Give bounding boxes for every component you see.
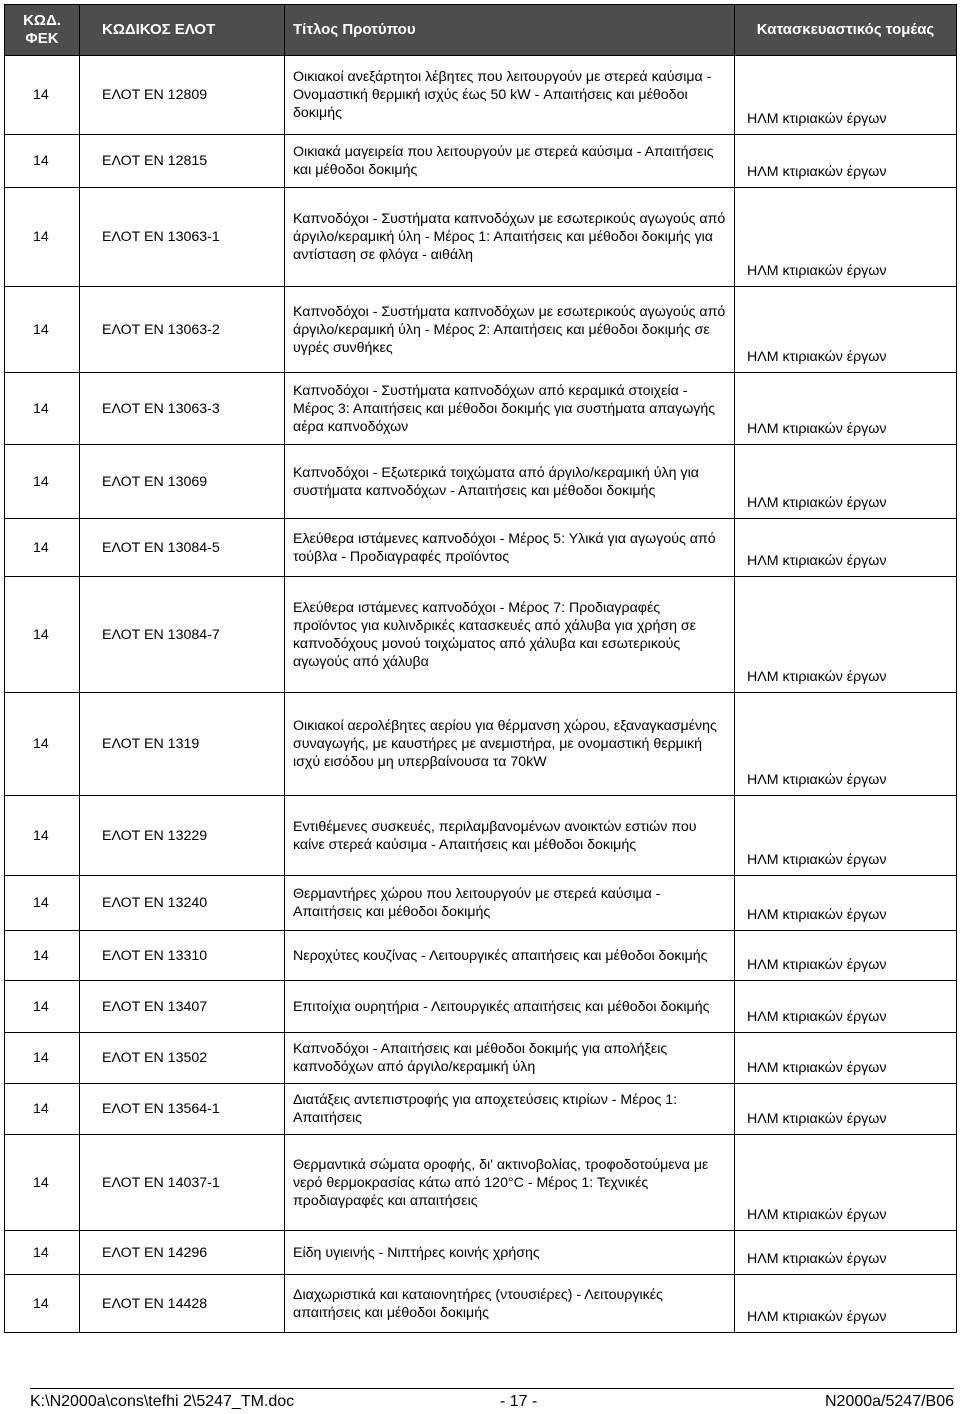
row-standard-title: Οικιακά μαγειρεία που λειτουργούν με στερεά καύσιμα - Απαιτήσεις και μέθοδοι δοκιμής — [285, 135, 735, 188]
row-standard-title: Νεροχύτες κουζίνας - Λειτουργικές απαιτήσεις και μέθοδοι δοκιμής — [285, 931, 735, 981]
row-fek-code: 14 — [5, 1231, 80, 1275]
row-construction-sector: ΗΛΜ κτιριακών έργων — [735, 1275, 957, 1333]
table-row — [5, 1275, 957, 1333]
row-elot-code: ΕΛΟΤ ΕΝ 12809 — [80, 56, 285, 135]
header-fek-code: ΚΩΔ. ΦΕΚ — [5, 5, 80, 56]
table-row — [5, 56, 957, 135]
row-fek-code: 14 — [5, 56, 80, 135]
table-row — [5, 1033, 957, 1084]
row-fek-code: 14 — [5, 373, 80, 445]
row-elot-code: ΕΛΟΤ ΕΝ 13229 — [80, 796, 285, 876]
row-construction-sector: ΗΛΜ κτιριακών έργων — [735, 577, 957, 693]
page-footer — [30, 1388, 954, 1411]
row-construction-sector: ΗΛΜ κτιριακών έργων — [735, 1135, 957, 1231]
table-row — [5, 577, 957, 693]
table-header-row — [5, 5, 957, 56]
row-standard-title: Εντιθέμενες συσκευές, περιλαμβανομένων ανοικτών εστιών που καίνε στερεά καύσιμα - Απαιτήσεις και μέθοδοι δοκιμής — [285, 796, 735, 876]
row-construction-sector: ΗΛΜ κτιριακών έργων — [735, 135, 957, 188]
row-standard-title: Επιτοίχια ουρητήρια - Λειτουργικές απαιτήσεις και μέθοδοι δοκιμής — [285, 981, 735, 1033]
row-fek-code: 14 — [5, 796, 80, 876]
table-row — [5, 693, 957, 796]
row-elot-code: ΕΛΟΤ ΕΝ 14296 — [80, 1231, 285, 1275]
row-elot-code: ΕΛΟΤ ΕΝ 13240 — [80, 876, 285, 931]
row-elot-code: ΕΛΟΤ ΕΝ 13084-5 — [80, 519, 285, 577]
row-fek-code: 14 — [5, 1275, 80, 1333]
row-elot-code: ΕΛΟΤ ΕΝ 1319 — [80, 693, 285, 796]
row-standard-title: Καπνοδόχοι - Απαιτήσεις και μέθοδοι δοκιμής για απολήξεις καπνοδόχων από άργιλο/κεραμική ύλη — [285, 1033, 735, 1084]
row-standard-title: Ελεύθερα ιστάμενες καπνοδόχοι - Μέρος 7: Προδιαγραφές προϊόντος για κυλινδρικές κατασκευές από χάλυβα για χρήση σε καπνοδόχους μονού τοιχώματος από χάλυβα και εσωτερικούς αγωγούς από χάλυβα — [285, 577, 735, 693]
table-row — [5, 188, 957, 287]
row-construction-sector: ΗΛΜ κτιριακών έργων — [735, 981, 957, 1033]
table-row — [5, 287, 957, 373]
row-standard-title: Καπνοδόχοι - Συστήματα καπνοδόχων από κεραμικά στοιχεία - Μέρος 3: Απαιτήσεις και μέθοδοι δοκιμής για συστήματα απαγωγής αέρα καπνοδόχων — [285, 373, 735, 445]
table-row — [5, 519, 957, 577]
row-fek-code: 14 — [5, 981, 80, 1033]
table-row — [5, 931, 957, 981]
row-construction-sector: ΗΛΜ κτιριακών έργων — [735, 519, 957, 577]
row-elot-code: ΕΛΟΤ ΕΝ 13407 — [80, 981, 285, 1033]
row-elot-code: ΕΛΟΤ ΕΝ 13502 — [80, 1033, 285, 1084]
row-elot-code: ΕΛΟΤ ΕΝ 13084-7 — [80, 577, 285, 693]
row-construction-sector: ΗΛΜ κτιριακών έργων — [735, 56, 957, 135]
row-elot-code: ΕΛΟΤ ΕΝ 13063-1 — [80, 188, 285, 287]
row-fek-code: 14 — [5, 693, 80, 796]
row-fek-code: 14 — [5, 287, 80, 373]
row-standard-title: Διατάξεις αντεπιστροφής για αποχετεύσεις κτιρίων - Μέρος 1: Απαιτήσεις — [285, 1084, 735, 1135]
row-fek-code: 14 — [5, 519, 80, 577]
row-construction-sector: ΗΛΜ κτιριακών έργων — [735, 287, 957, 373]
row-standard-title: Θερμαντικά σώματα οροφής, δι' ακτινοβολίας, τροφοδοτούμενα με νερό θερμοκρασίας κάτω από 120°C - Μέρος 1: Τεχνικές προδιαγραφές και απαιτήσεις — [285, 1135, 735, 1231]
row-construction-sector: ΗΛΜ κτιριακών έργων — [735, 1231, 957, 1275]
footer-file-path: K:\N2000a\cons\tefhi 2\5247_TM.doc — [30, 1393, 295, 1410]
row-standard-title: Διαχωριστικά και καταιονητήρες (ντουσιέρες) - Λειτουργικές απαιτήσεις και μέθοδοι δοκιμής — [285, 1275, 735, 1333]
row-fek-code: 14 — [5, 135, 80, 188]
row-construction-sector: ΗΛΜ κτιριακών έργων — [735, 445, 957, 519]
table-row — [5, 1084, 957, 1135]
row-fek-code: 14 — [5, 1033, 80, 1084]
table-row — [5, 135, 957, 188]
row-construction-sector: ΗΛΜ κτιριακών έργων — [735, 693, 957, 796]
table-body — [5, 56, 957, 1333]
row-standard-title: Καπνοδόχοι - Συστήματα καπνοδόχων με εσωτερικούς αγωγούς από άργιλο/κεραμική ύλη - Μέρος 2: Απαιτήσεις και μέθοδοι δοκιμής σε υγρές συνθήκες — [285, 287, 735, 373]
row-standard-title: Θερμαντήρες χώρου που λειτουργούν με στερεά καύσιμα - Απαιτήσεις και μέθοδοι δοκιμής — [285, 876, 735, 931]
row-elot-code: ΕΛΟΤ ΕΝ 14037-1 — [80, 1135, 285, 1231]
row-standard-title: Είδη υγιεινής - Νιπτήρες κοινής χρήσης — [285, 1231, 735, 1275]
row-fek-code: 14 — [5, 577, 80, 693]
row-standard-title: Καπνοδόχοι - Εξωτερικά τοιχώματα από άργιλο/κεραμική ύλη για συστήματα καπνοδόχων - Απαιτήσεις και μέθοδοι δοκιμής — [285, 445, 735, 519]
row-construction-sector: ΗΛΜ κτιριακών έργων — [735, 931, 957, 981]
header-elot-code: ΚΩΔΙΚΟΣ ΕΛΟΤ — [80, 5, 285, 56]
row-fek-code: 14 — [5, 445, 80, 519]
row-elot-code: ΕΛΟΤ ΕΝ 13063-2 — [80, 287, 285, 373]
header-standard-title: Τίτλος Προτύπου — [285, 5, 735, 56]
row-standard-title: Ελεύθερα ιστάμενες καπνοδόχοι - Μέρος 5: Υλικά για αγωγούς από τούβλα - Προδιαγραφές προϊόντος — [285, 519, 735, 577]
row-standard-title: Οικιακοί ανεξάρτητοι λέβητες που λειτουργούν με στερεά καύσιμα - Ονομαστική θερμική ισχύς έως 50 kW - Απαιτήσεις και μέθοδοι δοκιμής — [285, 56, 735, 135]
row-fek-code: 14 — [5, 876, 80, 931]
table-row — [5, 796, 957, 876]
footer-reference: N2000a/5247/B06 — [825, 1393, 954, 1410]
table-row — [5, 981, 957, 1033]
table-row — [5, 373, 957, 445]
row-standard-title: Καπνοδόχοι - Συστήματα καπνοδόχων με εσωτερικούς αγωγούς από άργιλο/κεραμική ύλη - Μέρος 1: Απαιτήσεις και μέθοδοι δοκιμής για αντίσταση σε φλόγα - αιθάλη — [285, 188, 735, 287]
row-fek-code: 14 — [5, 1084, 80, 1135]
row-elot-code: ΕΛΟΤ ΕΝ 13063-3 — [80, 373, 285, 445]
row-construction-sector: ΗΛΜ κτιριακών έργων — [735, 1033, 957, 1084]
table-row — [5, 445, 957, 519]
footer-page-number: - 17 - — [500, 1393, 538, 1410]
row-construction-sector: ΗΛΜ κτιριακών έργων — [735, 373, 957, 445]
row-fek-code: 14 — [5, 188, 80, 287]
row-elot-code: ΕΛΟΤ ΕΝ 13564-1 — [80, 1084, 285, 1135]
row-construction-sector: ΗΛΜ κτιριακών έργων — [735, 188, 957, 287]
table-row — [5, 876, 957, 931]
row-elot-code: ΕΛΟΤ ΕΝ 13069 — [80, 445, 285, 519]
row-fek-code: 14 — [5, 931, 80, 981]
row-construction-sector: ΗΛΜ κτιριακών έργων — [735, 876, 957, 931]
table-row — [5, 1135, 957, 1231]
row-construction-sector: ΗΛΜ κτιριακών έργων — [735, 1084, 957, 1135]
table-row — [5, 1231, 957, 1275]
row-elot-code: ΕΛΟΤ ΕΝ 14428 — [80, 1275, 285, 1333]
row-elot-code: ΕΛΟΤ ΕΝ 13310 — [80, 931, 285, 981]
row-elot-code: ΕΛΟΤ ΕΝ 12815 — [80, 135, 285, 188]
header-construction-sector: Κατασκευαστικός τομέας — [735, 5, 957, 56]
row-construction-sector: ΗΛΜ κτιριακών έργων — [735, 796, 957, 876]
standards-table — [4, 4, 957, 1333]
row-standard-title: Οικιακοί αερολέβητες αερίου για θέρμανση χώρου, εξαναγκασμένης συναγωγής, με καυστήρες με ανεμιστήρα, με ονομαστική θερμική ισχύ εισόδου μη υπερβαίνουσα τα 70kW — [285, 693, 735, 796]
row-fek-code: 14 — [5, 1135, 80, 1231]
